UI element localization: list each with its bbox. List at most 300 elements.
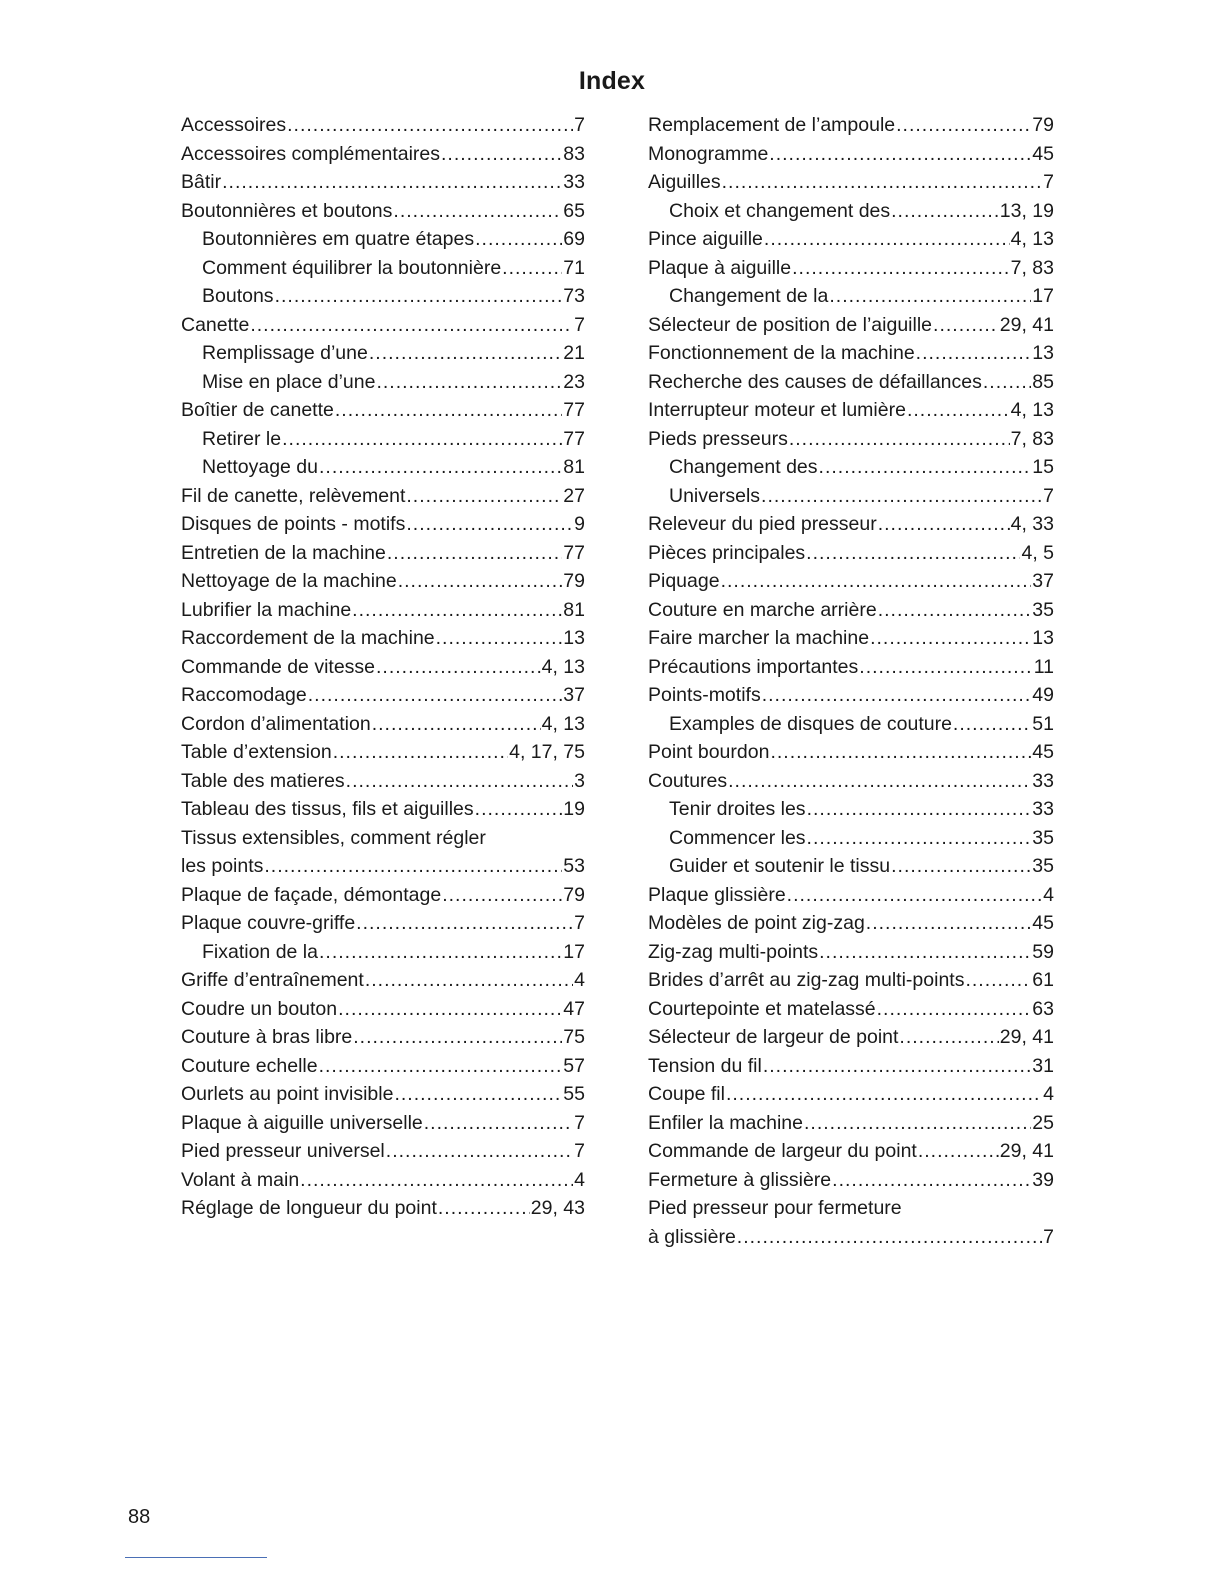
index-entry-page: 15 (1032, 456, 1054, 478)
index-entry (648, 881, 1054, 910)
dot-leader (406, 482, 562, 511)
index-entry-label: Examples de disques de couture (669, 712, 952, 735)
dot-leader (899, 1023, 998, 1052)
index-entry (648, 425, 1054, 454)
dot-leader (250, 311, 573, 340)
index-entry-page: 25 (1032, 1111, 1054, 1134)
dot-leader (829, 282, 1031, 311)
index-entry-label: Boutons (202, 285, 274, 307)
index-entry-label: Changement des (669, 456, 818, 478)
index-entry (648, 966, 1054, 995)
index-entry-page: 9 (574, 513, 585, 535)
index-entry-label: Piquage (648, 570, 720, 592)
dot-leader (394, 1080, 562, 1109)
index-entry-label: Sélecteur de position de l’aiguille (648, 313, 933, 336)
dot-leader (369, 339, 562, 368)
index-entry-page: 17 (1032, 285, 1054, 307)
index-entry (181, 567, 585, 596)
index-entry (648, 140, 1054, 169)
index-entry-label: Points-motifs (648, 684, 761, 706)
index-entry-label: Commande de vitesse (181, 655, 376, 678)
dot-leader (770, 738, 1031, 767)
index-entry-page: 45 (1032, 741, 1054, 763)
dot-leader (475, 795, 563, 824)
index-entry (181, 1023, 585, 1052)
index-entry-label: Couture à bras libre (181, 1026, 353, 1048)
index-entry-page: 29, 43 (530, 1197, 585, 1219)
index-entry (648, 596, 1054, 625)
index-entry (181, 1109, 585, 1138)
index-entry-page: 19 (563, 798, 585, 820)
index-entry (181, 995, 585, 1024)
dot-leader (859, 653, 1032, 682)
dot-leader (353, 1023, 562, 1052)
dot-leader (787, 881, 1042, 910)
index-entry (181, 653, 585, 682)
index-entry (181, 1166, 585, 1195)
dot-leader (763, 1052, 1031, 1081)
index-entry-label: Tenir droites les (669, 798, 806, 820)
dot-leader (352, 596, 562, 625)
index-entry-page: 49 (1032, 684, 1054, 706)
index-entry (181, 710, 585, 739)
index-entry-page: 7 (574, 1111, 585, 1134)
index-entry-label: Pied presseur pour fermeture (648, 1197, 902, 1219)
index-entry-page: 4, 33 (1010, 513, 1054, 535)
index-entry (648, 1166, 1054, 1195)
dot-leader (726, 1080, 1042, 1109)
index-entry-page: 29, 41 (999, 1140, 1054, 1162)
index-entry-page: 77 (563, 427, 585, 450)
index-entry-label: Volant à main (181, 1168, 300, 1191)
index-entry-page: 29, 41 (999, 1026, 1054, 1048)
index-entry (181, 453, 585, 482)
index-entry-label: Tableau des tissus, fils et aiguilles (181, 798, 474, 820)
index-entry (648, 396, 1054, 425)
index-entry-page: 65 (563, 199, 585, 222)
index-entry (181, 824, 585, 853)
index-entry-page: 4 (574, 969, 585, 991)
index-entry-label: Releveur du pied presseur (648, 513, 877, 535)
index-entry-label: Guider et soutenir le tissu (669, 855, 891, 877)
index-entry (181, 738, 585, 767)
index-entry-page: 13 (563, 627, 585, 649)
index-entry-label: Raccordement de la machine (181, 627, 435, 649)
index-entry-page: 77 (563, 541, 585, 564)
index-entry-page: 37 (563, 684, 585, 706)
index-entry-page: 7, 83 (1010, 427, 1054, 450)
index-entry-label: Fil de canette, relèvement (181, 484, 406, 507)
index-entry-page: 45 (1032, 142, 1054, 165)
index-entry-label: Faire marcher la machine (648, 627, 870, 649)
index-entry-label: Commencer les (669, 826, 806, 849)
dot-leader (918, 1137, 999, 1166)
index-entry-label: Commande de largeur du point (648, 1140, 917, 1162)
dot-leader (393, 197, 562, 226)
index-entry-page: 39 (1032, 1168, 1054, 1191)
dot-leader (916, 339, 1032, 368)
index-entry-label: Plaque à aiguille (648, 256, 792, 279)
index-entry-label: Sélecteur de largeur de point (648, 1026, 899, 1048)
index-entry-page: 4, 13 (541, 712, 585, 735)
index-entry (181, 311, 585, 340)
index-entry-label: Coutures (648, 769, 728, 792)
index-entry (648, 995, 1054, 1024)
index-entry (648, 1137, 1054, 1166)
index-entry-label: Mise en place d’une (202, 370, 376, 393)
index-entry-label: Fonctionnement de la machine (648, 342, 915, 364)
index-entry (181, 225, 585, 254)
page-number: 88 (128, 1506, 151, 1528)
dot-leader (386, 1137, 573, 1166)
index-entry-label: Canette (181, 313, 250, 336)
index-entry-page: 4, 13 (541, 655, 585, 678)
index-entry-page: 77 (563, 399, 585, 421)
index-entry-label: Nettoyage du (202, 456, 319, 478)
index-entry-label: Interrupteur moteur et lumière (648, 399, 906, 421)
index-entry-page: 69 (563, 228, 585, 250)
dot-leader (436, 624, 563, 653)
index-entry-label: Plaque à aiguille universelle (181, 1111, 423, 1134)
index-entry-page: 51 (1032, 712, 1054, 735)
index-entry-page: 4 (1043, 1083, 1054, 1105)
index-entry-label: Ourlets au point invisible (181, 1083, 394, 1105)
index-column-right (648, 111, 1054, 1251)
index-entry (181, 254, 585, 283)
dot-leader (319, 453, 562, 482)
dot-leader (769, 140, 1031, 169)
dot-leader (442, 881, 562, 910)
index-entry-label: Courtepointe et matelassé (648, 997, 876, 1020)
index-entry-page: 57 (563, 1054, 585, 1077)
index-entry (181, 368, 585, 397)
index-entry (648, 1052, 1054, 1081)
index-entry (648, 1223, 1054, 1252)
dot-leader (376, 368, 562, 397)
index-entry-label: Universels (669, 484, 761, 507)
dot-leader (965, 966, 1031, 995)
index-entry-page: 7 (574, 1140, 585, 1162)
dot-leader (807, 824, 1032, 853)
index-entry-label: Coudre un bouton (181, 997, 338, 1020)
dot-leader (761, 482, 1042, 511)
index-entry-page: 7, 83 (1010, 256, 1054, 279)
dot-leader (398, 567, 563, 596)
index-entry (181, 339, 585, 368)
index-entry-label: Couture echelle (181, 1054, 318, 1077)
index-entry-page: 17 (563, 940, 585, 963)
index-entry-page: 73 (563, 285, 585, 307)
dot-leader (300, 1166, 573, 1195)
index-entry-page: 7 (574, 912, 585, 934)
index-entry-page: 47 (563, 997, 585, 1020)
dot-leader (983, 368, 1031, 397)
index-entry (181, 881, 585, 910)
index-entry-label: Tension du fil (648, 1054, 762, 1077)
index-entry-label: Brides d’arrêt au zig-zag multi-points (648, 969, 965, 991)
index-entry-label: Boutonnières et boutons (181, 199, 393, 222)
index-entry (648, 111, 1054, 140)
index-entry-label: Monogramme (648, 142, 769, 165)
dot-leader (335, 396, 562, 425)
index-entry-page: 79 (563, 883, 585, 906)
index-entry-label: Réglage de longueur du point (181, 1197, 437, 1219)
dot-leader (287, 111, 573, 140)
index-entry-page: 35 (1032, 826, 1054, 849)
dot-leader (891, 852, 1031, 881)
index-entry-page: 7 (574, 313, 585, 336)
index-entry-label: Coupe fil (648, 1083, 725, 1105)
dot-leader (878, 596, 1032, 625)
index-entry (648, 767, 1054, 796)
index-entry-label: Tissus extensibles, comment régler (181, 826, 486, 849)
index-entry-label: Griffe d’entraînement (181, 969, 364, 991)
dot-leader (891, 197, 999, 226)
index-entry-page: 21 (563, 342, 585, 364)
index-entry-label: Raccomodage (181, 684, 307, 706)
index-entry (648, 710, 1054, 739)
index-entry-label: Boîtier de canette (181, 399, 334, 421)
index-entry-page: 13 (1032, 342, 1054, 364)
index-entry-label: Modèles de point zig-zag (648, 912, 865, 934)
dot-leader (819, 453, 1032, 482)
index-entry-label: Pied presseur universel (181, 1140, 385, 1162)
index-entry-page: 4, 5 (1021, 541, 1054, 564)
index-entry (181, 111, 585, 140)
page-title: Index (578, 66, 646, 95)
dot-leader (722, 168, 1043, 197)
index-entry-page: 45 (1032, 912, 1054, 934)
index-entry-page: 75 (563, 1026, 585, 1048)
footer-rule (125, 1557, 267, 1558)
index-entry-page: 79 (563, 570, 585, 592)
index-entry-page: 55 (563, 1083, 585, 1105)
index-entry-page: 53 (563, 855, 585, 877)
dot-leader (338, 995, 562, 1024)
index-entry (648, 738, 1054, 767)
index-entry (181, 425, 585, 454)
index-entry (648, 852, 1054, 881)
index-entry (648, 795, 1054, 824)
dot-leader (804, 1109, 1031, 1138)
index-entry-page: 4, 13 (1010, 228, 1054, 250)
dot-leader (877, 995, 1032, 1024)
index-entry (648, 168, 1054, 197)
dot-leader (878, 510, 1010, 539)
dot-leader (832, 1166, 1031, 1195)
index-entry-page: 27 (563, 484, 585, 507)
index-entry-label: Aiguilles (648, 171, 721, 193)
index-entry-label: Plaque glissière (648, 883, 786, 906)
index-entry-label: Bâtir (181, 171, 222, 193)
index-entry (648, 539, 1054, 568)
index-entry-page: 35 (1032, 598, 1054, 621)
index-entry-label: Remplissage d’une (202, 342, 368, 364)
index-entry-page: 33 (1032, 798, 1054, 820)
index-entry-page: 33 (1032, 769, 1054, 792)
index-entry (648, 311, 1054, 340)
index-entry-label: Table des matieres (181, 769, 345, 792)
index-entry (648, 282, 1054, 311)
index-entry-page: 59 (1032, 940, 1054, 963)
dot-leader (762, 681, 1032, 710)
index-entry-page: 35 (1032, 855, 1054, 877)
dot-leader (953, 710, 1031, 739)
index-entry-page: 7 (1043, 484, 1054, 507)
index-entry-label: Remplacement de l’ampoule (648, 114, 896, 136)
index-entry-label: Zig-zag multi-points (648, 940, 819, 963)
index-entry-page: 31 (1032, 1054, 1054, 1077)
dot-leader (372, 710, 541, 739)
index-entry-page: 61 (1032, 969, 1054, 991)
index-entry-label: Entretien de la machine (181, 541, 386, 564)
index-entry (648, 368, 1054, 397)
index-entry (181, 282, 585, 311)
dot-leader (438, 1194, 530, 1223)
index-entry-page: 7 (1043, 171, 1054, 193)
index-entry (648, 909, 1054, 938)
index-entry (181, 1137, 585, 1166)
dot-leader (333, 738, 508, 767)
dot-leader (275, 282, 563, 311)
index-entry-label: Cordon d’alimentation (181, 712, 371, 735)
index-entry (181, 510, 585, 539)
dot-leader (282, 425, 562, 454)
dot-leader (387, 539, 562, 568)
index-entry-label: Fermeture à glissière (648, 1168, 832, 1191)
index-entry (648, 510, 1054, 539)
index-entry-page: 37 (1032, 570, 1054, 592)
index-entry-page: 13, 19 (999, 199, 1054, 222)
dot-leader (721, 567, 1032, 596)
index-entry-label: Table d’extension (181, 741, 332, 763)
index-entry-label: Point bourdon (648, 741, 770, 763)
index-entry (181, 197, 585, 226)
dot-leader (376, 653, 541, 682)
dot-leader (346, 767, 573, 796)
dot-leader (789, 425, 1010, 454)
index-entry (181, 596, 585, 625)
index-entry-page: 81 (563, 456, 585, 478)
index-entry (181, 624, 585, 653)
index-entry-label: Boutonnières em quatre étapes (202, 228, 475, 250)
index-entry-page: 4 (1043, 883, 1054, 906)
dot-leader (866, 909, 1032, 938)
index-entry-label: les points (181, 855, 264, 877)
index-entry-label: Plaque de façade, démontage (181, 883, 442, 906)
index-entry-page: 71 (563, 256, 585, 279)
index-entry-label: Recherche des causes de défaillances (648, 370, 982, 393)
index-entry (648, 938, 1054, 967)
index-entry (648, 482, 1054, 511)
dot-leader (502, 254, 562, 283)
index-entry (648, 1194, 1054, 1223)
index-entry-page: 13 (1032, 627, 1054, 649)
index-entry-label: Précautions importantes (648, 655, 859, 678)
index-entry (181, 852, 585, 881)
index-entry-page: 29, 41 (999, 313, 1054, 336)
index-entry (648, 1109, 1054, 1138)
dot-leader (406, 510, 573, 539)
dot-leader (933, 311, 999, 340)
index-entry-label: Retirer le (202, 427, 282, 450)
index-entry (181, 539, 585, 568)
index-entry (648, 1080, 1054, 1109)
index-entry (181, 1194, 585, 1223)
index-entry (648, 567, 1054, 596)
dot-leader (319, 938, 562, 967)
index-entry-page: 7 (574, 114, 585, 136)
index-entry (181, 396, 585, 425)
dot-leader (356, 909, 573, 938)
index-entry-label: Nettoyage de la machine (181, 570, 397, 592)
index-entry-label: Choix et changement des (669, 199, 891, 222)
index-entry-label: Disques de points - motifs (181, 513, 406, 535)
index-entry-page: 4, 13 (1010, 399, 1054, 421)
index-entry-page: 63 (1032, 997, 1054, 1020)
dot-leader (441, 140, 562, 169)
index-entry (181, 140, 585, 169)
index-entry (648, 453, 1054, 482)
index-entry (648, 653, 1054, 682)
index-entry-label: Enfiler la machine (648, 1111, 803, 1134)
dot-leader (365, 966, 573, 995)
index-entry (648, 681, 1054, 710)
dot-leader (737, 1223, 1042, 1252)
index-entry (648, 624, 1054, 653)
index-entry (648, 254, 1054, 283)
index-entry-page: 4, 17, 75 (509, 741, 585, 763)
index-entry (181, 795, 585, 824)
dot-leader (764, 225, 1010, 254)
dot-leader (896, 111, 1031, 140)
dot-leader (424, 1109, 573, 1138)
index-entry (181, 938, 585, 967)
index-entry-page: 33 (563, 171, 585, 193)
index-entry (181, 168, 585, 197)
index-entry-page: 83 (563, 142, 585, 165)
index-entry (181, 1080, 585, 1109)
index-entry (181, 966, 585, 995)
index-entry (648, 339, 1054, 368)
index-entry (648, 1023, 1054, 1052)
index-entry-label: Pince aiguille (648, 228, 763, 250)
index-entry (181, 1052, 585, 1081)
index-entry-label: Lubrifier la machine (181, 598, 352, 621)
dot-leader (308, 681, 563, 710)
dot-leader (264, 852, 562, 881)
index-entry (648, 197, 1054, 226)
index-entry-label: Comment équilibrer la boutonnière (202, 256, 502, 279)
dot-leader (319, 1052, 563, 1081)
index-column-left (181, 111, 585, 1223)
index-entry (181, 681, 585, 710)
dot-leader (819, 938, 1031, 967)
index-entry-label: Couture en marche arrière (648, 598, 877, 621)
index-entry-page: 7 (1043, 1225, 1054, 1248)
index-entry-page: 79 (1032, 114, 1054, 136)
index-entry (181, 909, 585, 938)
dot-leader (222, 168, 562, 197)
index-entry-page: 81 (563, 598, 585, 621)
index-entry-label: Fixation de la (202, 940, 318, 963)
dot-leader (475, 225, 562, 254)
index-entry (181, 767, 585, 796)
index-entry-label: Pièces principales (648, 541, 806, 564)
index-entry-page: 4 (574, 1168, 585, 1191)
index-entry-page: 11 (1033, 655, 1054, 678)
dot-leader (728, 767, 1031, 796)
